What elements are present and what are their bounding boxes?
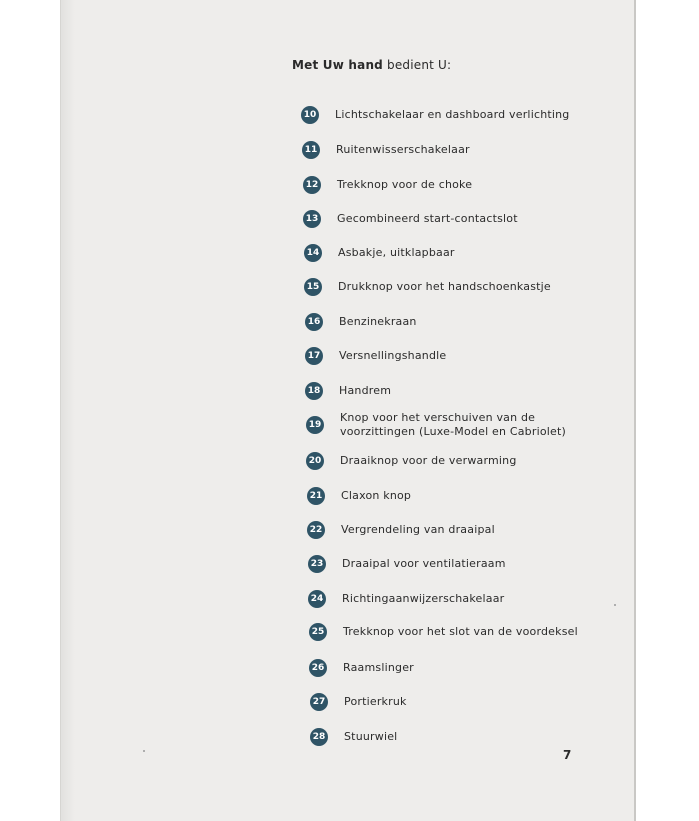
number-badge: 24 (308, 590, 326, 608)
item-label: Stuurwiel (344, 730, 398, 743)
list-item (307, 521, 495, 539)
item-label: Benzinekraan (339, 315, 417, 328)
list-item (306, 452, 517, 470)
list-item (305, 347, 446, 365)
number-badge: 14 (304, 244, 322, 262)
number-badge: 15 (304, 278, 322, 296)
item-label: Ruitenwisserschakelaar (336, 143, 470, 156)
number-badge: 12 (303, 176, 321, 194)
item-label: Claxon knop (341, 489, 412, 502)
document-page (60, 0, 636, 821)
item-label-multiline (340, 411, 566, 439)
number-badge: 11 (302, 141, 320, 159)
number-badge: 27 (310, 693, 328, 711)
item-label: Gecombineerd start-contactslot (337, 212, 518, 225)
number-badge: 10 (301, 106, 319, 124)
list-item (304, 278, 551, 296)
list-item (303, 210, 518, 228)
number-badge: 18 (305, 382, 323, 400)
list-item (306, 411, 566, 439)
number-badge: 22 (307, 521, 325, 539)
list-item (302, 141, 470, 159)
list-item (307, 487, 411, 505)
list-item (310, 693, 407, 711)
list-item (301, 106, 570, 124)
item-label: Asbakje, uitklapbaar (338, 246, 455, 259)
item-label: Portierkruk (344, 695, 407, 708)
item-label: Richtingaanwijzerschakelaar (342, 592, 505, 605)
item-label: Trekknop voor het slot van de voordeksel (343, 625, 578, 638)
list-item (308, 590, 504, 608)
item-label-line-2: voorzittingen (Luxe-Model en Cabriolet) (340, 425, 567, 438)
list-item (303, 176, 472, 194)
list-item (309, 623, 578, 641)
item-label: Handrem (339, 384, 392, 397)
number-badge: 13 (303, 210, 321, 228)
list-item (304, 244, 455, 262)
page-number: 7 (563, 748, 572, 762)
item-label: Drukknop voor het handschoenkastje (338, 280, 551, 293)
item-label: Trekknop voor de choke (337, 178, 473, 191)
paper-speck (614, 604, 616, 606)
number-badge: 23 (308, 555, 326, 573)
item-label: Raamslinger (343, 661, 414, 674)
item-label: Draaipal voor ventilatieraam (342, 557, 506, 570)
page-heading (292, 58, 451, 72)
item-label: Versnellingshandle (339, 349, 447, 362)
list-item (309, 659, 414, 677)
heading-rest: bedient U: (382, 58, 452, 72)
list-item (305, 313, 417, 331)
item-label: Lichtschakelaar en dashboard verlichting (335, 108, 570, 121)
paper-speck (143, 750, 145, 752)
page-edge-shadow (61, 0, 75, 821)
list-item (308, 555, 506, 573)
number-badge: 21 (307, 487, 325, 505)
number-badge: 25 (309, 623, 327, 641)
number-badge: 16 (305, 313, 323, 331)
list-item (310, 728, 397, 746)
heading-bold: Met Uw hand (292, 58, 383, 72)
list-item (305, 382, 391, 400)
number-badge: 19 (306, 416, 324, 434)
number-badge: 28 (310, 728, 328, 746)
item-label-line-1: Knop voor het verschuiven van de (340, 411, 536, 424)
item-label: Draaiknop voor de verwarming (340, 454, 517, 467)
number-badge: 26 (309, 659, 327, 677)
number-badge: 20 (306, 452, 324, 470)
number-badge: 17 (305, 347, 323, 365)
item-label: Vergrendeling van draaipal (341, 523, 495, 536)
